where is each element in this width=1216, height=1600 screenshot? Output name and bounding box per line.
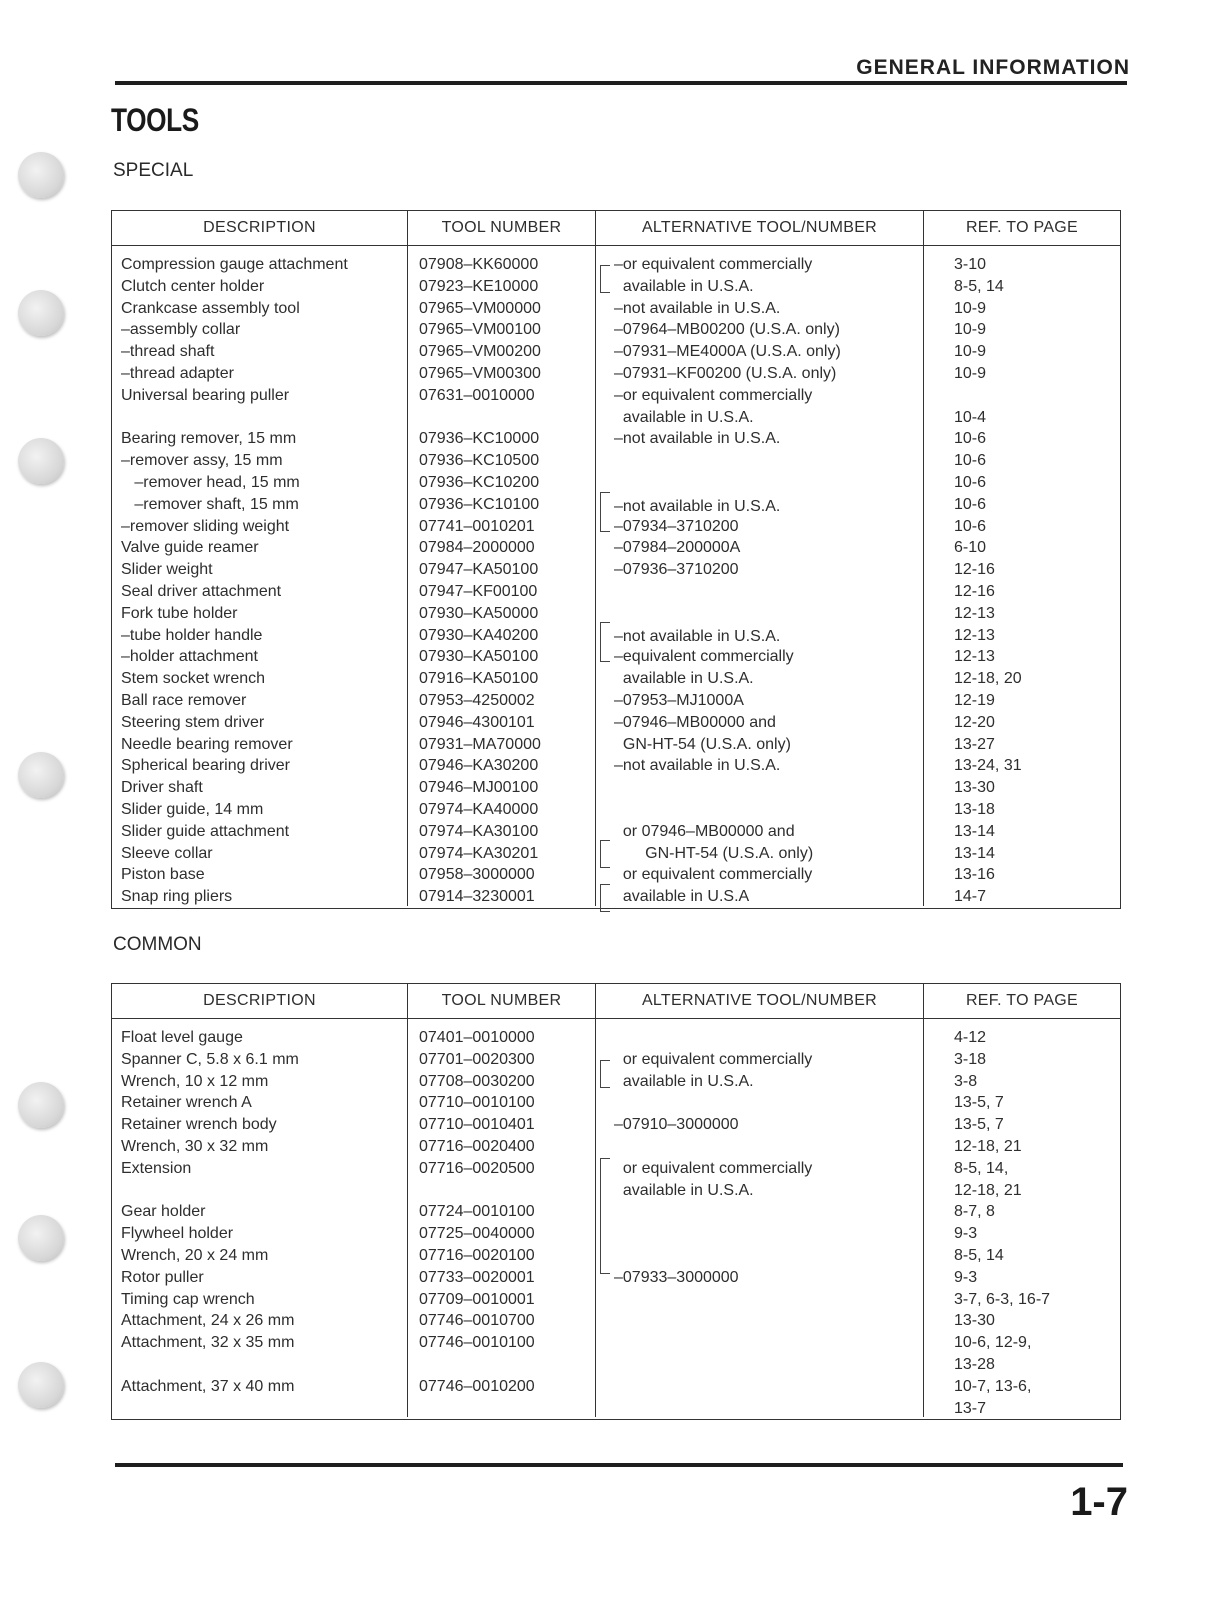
tool-number-cell: 07716–0020500 (419, 1159, 535, 1177)
alternative-column (596, 246, 924, 906)
alternative-cell (596, 1332, 923, 1354)
tool-number-cell: 07974–KA30100 (419, 822, 539, 840)
alternative-cell: available in U.S.A. (614, 670, 754, 688)
ref-page-cell: 13-7 (954, 1399, 987, 1417)
ref-page-cell: 12-20 (954, 713, 995, 731)
tool-number-cell: 07946–MJ00100 (419, 779, 539, 797)
tool-number-cell: 07710–0010100 (419, 1094, 535, 1112)
description-cell: –thread shaft (121, 343, 215, 361)
description-cell (112, 407, 407, 429)
ref-page-cell: 6-10 (954, 539, 987, 557)
tool-number-cell: 07936–KC10100 (419, 495, 540, 513)
binder-hole (18, 1215, 64, 1261)
ref-page-cell: 13-14 (954, 822, 995, 840)
alternative-cell (596, 777, 923, 799)
description-cell (112, 1180, 407, 1202)
description-cell: Float level gauge (121, 1029, 243, 1046)
description-cell: Slider guide, 14 mm (121, 800, 264, 818)
ref-page-cell: 3-10 (954, 256, 987, 273)
description-cell: Wrench, 20 x 24 mm (121, 1246, 269, 1264)
binder-hole (18, 752, 64, 798)
binder-hole (18, 1362, 64, 1408)
ref-page-cell: 10-9 (954, 364, 987, 382)
footer-rule (115, 1463, 1123, 1467)
description-cell: –tube holder handle (121, 626, 263, 644)
ref-page-cell: 3-18 (954, 1050, 987, 1068)
description-cell: –remover sliding weight (121, 517, 290, 535)
tool-number-cell: 07984–2000000 (419, 539, 535, 557)
ref-page-cell: 10-6 (954, 517, 987, 535)
description-cell: Wrench, 30 x 32 mm (121, 1137, 269, 1155)
tool-number-cell: 07916–KA50100 (419, 670, 539, 688)
tool-number-cell: 07965–VM00000 (419, 299, 541, 317)
description-cell: –remover head, 15 mm (121, 473, 300, 491)
column-header-description: DESCRIPTION (112, 984, 408, 1018)
column-header-description: DESCRIPTION (112, 211, 408, 245)
alternative-cell (596, 603, 923, 625)
bracket-mark (600, 884, 610, 912)
header-rule (115, 81, 1127, 85)
description-cell: Driver shaft (121, 779, 203, 797)
tool-number-cell: 07930–KA50000 (419, 604, 539, 622)
alternative-cell (596, 1310, 923, 1332)
bracket-mark (600, 840, 610, 868)
ref-page-cell: 12-16 (954, 561, 995, 579)
section-header: GENERAL INFORMATION (856, 56, 1130, 79)
tool-number-cell: 07631–0010000 (419, 386, 535, 404)
tool-number-cell: 07947–KF00100 (419, 582, 538, 600)
ref-page-cell: 12-13 (954, 648, 995, 666)
tool-number-column (408, 1019, 596, 1417)
alternative-cell (596, 450, 923, 472)
tool-number-cell (408, 1180, 595, 1202)
ref-page-cell: 13-18 (954, 800, 995, 818)
ref-page-cell: 13-30 (954, 1312, 995, 1330)
alternative-cell: –or equivalent commercially (614, 256, 813, 273)
alternative-cell: –07953–MJ1000A (614, 691, 744, 709)
alternative-cell: available in U.S.A. (614, 408, 754, 426)
ref-page-cell: 13-5, 7 (954, 1116, 1004, 1134)
description-cell: Attachment, 37 x 40 mm (121, 1377, 295, 1395)
description-cell (112, 1398, 407, 1420)
description-cell: Slider weight (121, 561, 213, 579)
binder-hole (18, 1082, 64, 1128)
ref-page-cell: 4-12 (954, 1029, 987, 1046)
binder-hole (18, 152, 64, 198)
description-cell: –assembly collar (121, 321, 241, 339)
tool-number-cell (408, 407, 595, 429)
alternative-cell (596, 472, 923, 494)
description-cell: Sleeve collar (121, 844, 213, 862)
ref-page-cell: 10-9 (954, 299, 987, 317)
description-cell: Universal bearing puller (121, 386, 290, 404)
tool-number-cell: 07936–KC10200 (419, 473, 540, 491)
alternative-cell: or equivalent commercially (614, 866, 813, 884)
description-cell: Retainer wrench A (121, 1094, 252, 1112)
tool-number-cell: 07946–KA30200 (419, 757, 539, 775)
alternative-cell (596, 581, 923, 603)
column-header-alternative: ALTERNATIVE TOOL/NUMBER (596, 984, 924, 1018)
alternative-cell: available in U.S.A. (614, 1072, 754, 1090)
tool-number-cell: 07965–VM00200 (419, 343, 541, 361)
tool-number-cell: 07946–4300101 (419, 713, 535, 731)
tool-number-cell: 07958–3000000 (419, 866, 535, 884)
column-header-ref-page: REF. TO PAGE (965, 992, 1079, 1009)
ref-page-cell: 10-9 (954, 321, 987, 339)
alternative-cell (596, 1201, 923, 1223)
description-cell: Attachment, 24 x 26 mm (121, 1312, 295, 1330)
description-column (112, 1019, 408, 1417)
description-cell: Gear holder (121, 1203, 206, 1221)
alternative-cell: –07946–MB00000 and (614, 713, 776, 731)
alternative-cell: –not available in U.S.A. (614, 430, 781, 448)
tool-number-cell: 07725–0040000 (419, 1225, 535, 1243)
description-cell: Fork tube holder (121, 604, 238, 622)
alternative-cell (596, 1354, 923, 1376)
alternative-cell: –07964–MB00200 (U.S.A. only) (614, 321, 840, 339)
tool-number-column (408, 246, 596, 906)
tool-number-cell: 07936–KC10500 (419, 452, 540, 470)
tool-number-cell: 07974–KA40000 (419, 800, 539, 818)
tool-number-cell: 07709–0010001 (419, 1290, 535, 1308)
ref-page-cell: 10-6 (954, 452, 987, 470)
description-cell: Needle bearing remover (121, 735, 293, 753)
bracket-mark (600, 492, 610, 532)
description-cell: Wrench, 10 x 12 mm (121, 1072, 269, 1090)
alternative-cell: –07984–200000A (614, 539, 741, 557)
ref-page-cell: 8-7, 8 (954, 1203, 995, 1221)
tool-number-cell: 07947–KA50100 (419, 561, 539, 579)
ref-page-cell: 10-6 (954, 473, 987, 491)
alternative-cell: –or equivalent commercially (614, 386, 813, 404)
bracket-mark (600, 622, 610, 662)
alternative-cell (596, 1092, 923, 1114)
tool-number-cell: 07701–0020300 (419, 1050, 535, 1068)
alternative-cell: –not available in U.S.A. (614, 757, 781, 775)
description-cell: Seal driver attachment (121, 582, 282, 600)
description-cell: Bearing remover, 15 mm (121, 430, 297, 448)
alternative-cell: GN-HT-54 (U.S.A. only) (614, 844, 814, 862)
ref-page-cell: 14-7 (954, 888, 987, 906)
description-cell: Ball race remover (121, 691, 247, 709)
alternative-cell: available in U.S.A. (614, 277, 754, 295)
description-cell: Slider guide attachment (121, 822, 290, 840)
page-number: 1-7 (1070, 1480, 1128, 1524)
binder-hole (18, 290, 64, 336)
description-cell: –remover assy, 15 mm (121, 452, 283, 470)
tool-number-cell: 07401–0010000 (419, 1029, 535, 1046)
tool-number-cell: 07974–KA30201 (419, 844, 539, 862)
description-cell: Valve guide reamer (121, 539, 259, 557)
column-header-tool-number: TOOL NUMBER (408, 211, 596, 245)
description-cell: Piston base (121, 866, 205, 884)
ref-page-cell: 13-5, 7 (954, 1094, 1004, 1112)
description-cell: –holder attachment (121, 648, 258, 666)
description-cell: –remover shaft, 15 mm (121, 495, 299, 513)
table-body (112, 246, 1120, 906)
ref-page-cell: 3-7, 6-3, 16-7 (954, 1290, 1051, 1308)
tool-number-cell: 07930–KA40200 (419, 626, 539, 644)
ref-page-cell: 12-13 (954, 626, 995, 644)
tool-number-cell: 07724–0010100 (419, 1203, 535, 1221)
alternative-column (596, 1019, 924, 1417)
ref-page-cell: 13-28 (954, 1355, 995, 1373)
description-cell: Compression gauge attachment (121, 256, 348, 273)
tool-number-cell: 07908–KK60000 (419, 256, 539, 273)
ref-page-cell: 10-7, 13-6, (954, 1377, 1032, 1395)
ref-page-cell: 12-18, 21 (954, 1137, 1022, 1155)
tool-number-cell: 07746–0010100 (419, 1334, 535, 1352)
alternative-cell: –equivalent commercially (614, 648, 794, 666)
alternative-cell: or equivalent commercially (614, 1050, 813, 1068)
ref-page-cell: 8-5, 14 (954, 1246, 1004, 1264)
description-cell: Retainer wrench body (121, 1116, 277, 1134)
binder-hole (18, 438, 64, 484)
ref-page-cell: 13-30 (954, 779, 995, 797)
tool-number-cell (408, 1354, 595, 1376)
special-tools-table (111, 210, 1121, 909)
tool-number-cell: 07746–0010700 (419, 1312, 535, 1330)
ref-page-cell: 12-19 (954, 691, 995, 709)
tool-number-cell: 07716–0020400 (419, 1137, 535, 1155)
alternative-cell: –07936–3710200 (614, 561, 739, 579)
alternative-cell (596, 1136, 923, 1158)
ref-page-cell: 8-5, 14, (954, 1159, 1009, 1177)
description-cell: Extension (121, 1159, 192, 1177)
tool-number-cell: 07746–0010200 (419, 1377, 535, 1395)
ref-page-cell: 10-9 (954, 343, 987, 361)
alternative-cell: –07934–3710200 (614, 517, 739, 535)
tool-number-cell (408, 1398, 595, 1420)
alternative-cell: or 07946–MB00000 and (614, 822, 795, 840)
bracket-mark (600, 1060, 610, 1088)
common-tools-table (111, 983, 1121, 1420)
ref-page-cell: 10-4 (954, 408, 987, 426)
ref-page-cell (924, 385, 1120, 407)
description-cell: Spherical bearing driver (121, 757, 290, 775)
ref-page-cell: 10-6, 12-9, (954, 1334, 1032, 1352)
description-cell: Snap ring pliers (121, 888, 233, 906)
tool-number-cell: 07923–KE10000 (419, 277, 539, 295)
alternative-cell (596, 1398, 923, 1420)
special-heading: SPECIAL (113, 160, 194, 181)
ref-page-cell: 13-27 (954, 735, 995, 753)
alternative-cell: –07910–3000000 (614, 1116, 739, 1134)
ref-page-column (924, 246, 1120, 906)
common-heading: COMMON (113, 934, 202, 955)
ref-page-cell: 10-6 (954, 495, 987, 513)
tool-number-cell: 07965–VM00100 (419, 321, 541, 339)
ref-page-cell: 13-16 (954, 866, 995, 884)
ref-page-cell: 9-3 (954, 1268, 978, 1286)
tool-number-cell: 07936–KC10000 (419, 430, 540, 448)
bracket-mark (600, 1158, 610, 1274)
alternative-cell: –07931–KF00200 (U.S.A. only) (614, 364, 837, 382)
column-header-ref-page: REF. TO PAGE (965, 219, 1079, 236)
bracket-note: –not available in U.S.A. (614, 498, 781, 515)
tool-number-cell: 07914–3230001 (419, 888, 535, 906)
ref-page-cell: 8-5, 14 (954, 277, 1004, 295)
alternative-cell: available in U.S.A. (614, 1181, 754, 1199)
alternative-cell (596, 799, 923, 821)
description-cell: Timing cap wrench (121, 1290, 255, 1308)
bracket-mark (600, 265, 610, 293)
ref-page-cell: 3-8 (954, 1072, 978, 1090)
column-header-tool-number: TOOL NUMBER (408, 984, 596, 1018)
ref-page-cell: 13-24, 31 (954, 757, 1022, 775)
table-header (112, 984, 1120, 1019)
ref-page-cell: 12-18, 20 (954, 670, 1022, 688)
alternative-cell: or equivalent commercially (614, 1159, 813, 1177)
tool-number-cell: 07708–0030200 (419, 1072, 535, 1090)
tool-number-cell: 07930–KA50100 (419, 648, 539, 666)
description-cell (112, 1354, 407, 1376)
ref-page-cell: 9-3 (954, 1225, 978, 1243)
description-cell: Flywheel holder (121, 1225, 234, 1243)
tool-number-cell: 07710–0010401 (419, 1116, 535, 1134)
ref-page-cell: 12-18, 21 (954, 1181, 1022, 1199)
alternative-cell (596, 1289, 923, 1311)
description-cell: Crankcase assembly tool (121, 299, 300, 317)
description-cell: Clutch center holder (121, 277, 265, 295)
tool-number-cell: 07716–0020100 (419, 1246, 535, 1264)
ref-page-cell: 12-16 (954, 582, 995, 600)
alternative-cell (596, 1376, 923, 1398)
description-cell: –thread adapter (121, 364, 234, 382)
description-cell: Spanner C, 5.8 x 6.1 mm (121, 1050, 299, 1068)
ref-page-cell: 13-14 (954, 844, 995, 862)
table-body (112, 1019, 1120, 1417)
alternative-cell: –07933–3000000 (614, 1268, 739, 1286)
alternative-cell (596, 1027, 923, 1049)
column-header-alternative: ALTERNATIVE TOOL/NUMBER (596, 211, 924, 245)
alternative-cell (596, 1223, 923, 1245)
page-title: TOOLS (111, 102, 199, 138)
ref-page-cell: 12-13 (954, 604, 995, 622)
description-cell: Rotor puller (121, 1268, 204, 1286)
alternative-cell: GN-HT-54 (U.S.A. only) (614, 735, 791, 753)
tool-number-cell: 07741–0010201 (419, 517, 535, 535)
alternative-cell: –07931–ME4000A (U.S.A. only) (614, 343, 841, 361)
tool-number-cell: 07733–0020001 (419, 1268, 535, 1286)
description-cell: Attachment, 32 x 35 mm (121, 1334, 295, 1352)
alternative-cell: available in U.S.A (614, 888, 750, 906)
tool-number-cell: 07953–4250002 (419, 691, 535, 709)
description-column (112, 246, 408, 906)
table-header (112, 211, 1120, 246)
tool-number-cell: 07965–VM00300 (419, 364, 541, 382)
description-cell: Steering stem driver (121, 713, 265, 731)
alternative-cell (596, 1245, 923, 1267)
bracket-note: –not available in U.S.A. (614, 628, 781, 645)
alternative-cell: –not available in U.S.A. (614, 299, 781, 317)
description-cell: Stem socket wrench (121, 670, 266, 688)
ref-page-column (924, 1019, 1120, 1417)
ref-page-cell: 10-6 (954, 430, 987, 448)
tool-number-cell: 07931–MA70000 (419, 735, 541, 753)
